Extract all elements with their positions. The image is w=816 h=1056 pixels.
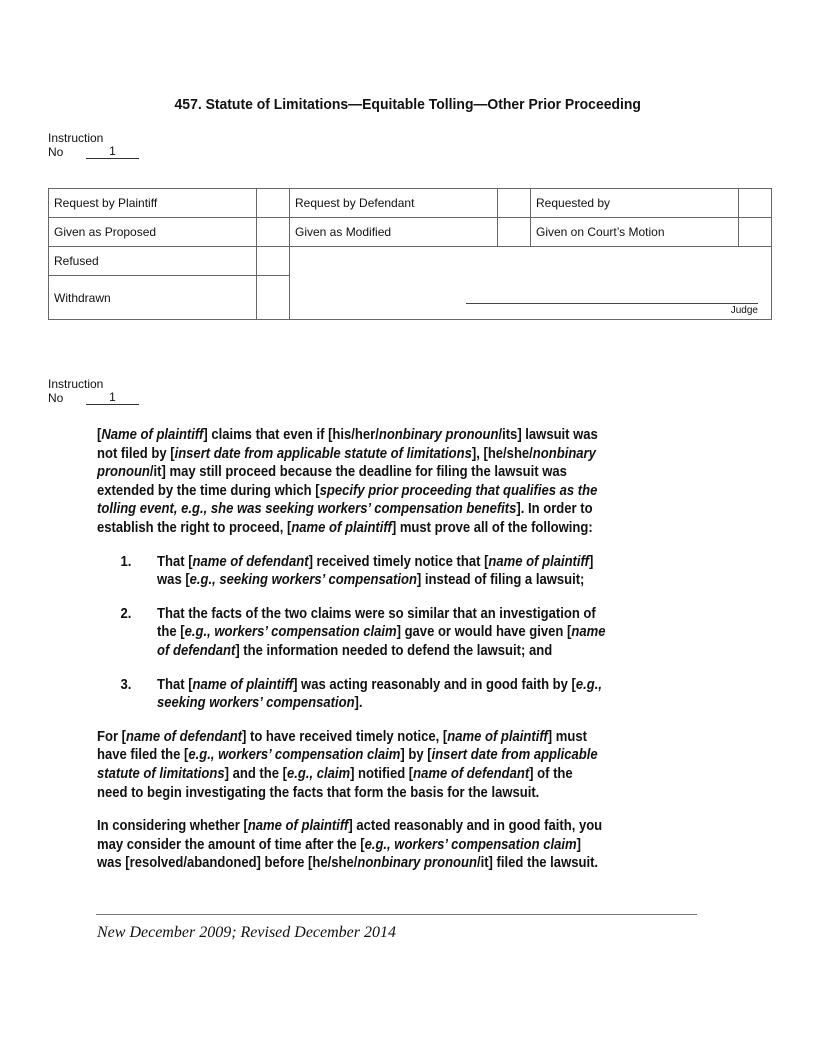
- good-faith-paragraph: [97, 817, 605, 873]
- text-segment: ] to have received timely notice, [: [242, 727, 448, 745]
- text-segment: [: [97, 426, 102, 443]
- list-item: [97, 553, 605, 590]
- given-on-courts-motion-label: Given on Court’s Motion: [531, 218, 739, 247]
- placeholder-text: name of plaintiff: [447, 727, 548, 745]
- intro-paragraph: [97, 426, 605, 538]
- text-segment: have filed the [: [97, 746, 189, 764]
- list-number: 2.: [120, 604, 132, 622]
- instruction-body: [97, 426, 605, 888]
- placeholder-text: name of defendant: [192, 552, 309, 570]
- placeholder-text: name of defendant: [125, 727, 243, 745]
- list-item: [97, 605, 605, 661]
- elements-list: [97, 553, 605, 713]
- text-line: [97, 746, 605, 765]
- given-as-proposed-checkbox[interactable]: [257, 218, 290, 247]
- text-line: [97, 854, 605, 873]
- text-segment: was [resolved/abandoned] before [he/she/: [97, 854, 358, 872]
- given-as-modified-label: Given as Modified: [290, 218, 498, 247]
- text-segment: ] must prove all of the following:: [391, 518, 593, 536]
- given-on-courts-motion-checkbox[interactable]: [739, 218, 772, 247]
- no-label: No: [48, 145, 64, 159]
- placeholder-text: name of plaintiff: [488, 552, 589, 570]
- requested-by-checkbox[interactable]: [739, 189, 772, 218]
- judge-signature-line[interactable]: [466, 303, 758, 304]
- instruction-number: 1: [86, 145, 139, 159]
- text-segment: That [: [157, 675, 193, 693]
- placeholder-text: name: [571, 623, 606, 641]
- text-segment: ] by [: [400, 746, 432, 764]
- text-segment: extended by the time during which [: [97, 481, 320, 499]
- revision-note: New December 2009; Revised December 2014: [97, 924, 397, 941]
- placeholder-text: nonbinary pronoun: [378, 426, 499, 443]
- no-label: No: [48, 391, 64, 405]
- list-item-text: [157, 676, 605, 713]
- text-segment: ].: [354, 694, 363, 712]
- text-segment: ], [he/she/: [471, 444, 533, 462]
- list-item: [97, 676, 605, 713]
- text-segment: ] was acting reasonably and in good faith by [: [293, 675, 576, 693]
- text-line: [97, 463, 605, 482]
- text-line: [97, 784, 605, 803]
- footer-divider: [96, 914, 697, 915]
- list-number: 3.: [120, 675, 132, 693]
- text-segment: ] notified [: [350, 764, 414, 782]
- text-line: [157, 623, 605, 642]
- text-segment: ]. In order to: [516, 500, 593, 518]
- text-segment: was [: [157, 571, 190, 589]
- text-line: [97, 765, 605, 784]
- placeholder-text: statute of limitations: [97, 764, 225, 782]
- given-as-proposed-label: Given as Proposed: [49, 218, 257, 247]
- judge-signature-area: [290, 247, 772, 320]
- text-segment: ] claims that even if [his/her/: [203, 426, 379, 443]
- instruction-label: Instruction: [48, 131, 104, 145]
- text-line: [157, 694, 605, 713]
- text-line: [97, 426, 605, 445]
- list-number: 1.: [120, 552, 132, 570]
- placeholder-text: name of plaintiff: [192, 675, 294, 693]
- list-item-text: [157, 553, 605, 590]
- text-segment: ] instead of filing a lawsuit;: [416, 571, 585, 589]
- withdrawn-label: Withdrawn: [49, 276, 257, 320]
- request-by-defendant-label: Request by Defendant: [290, 189, 498, 218]
- text-line: [97, 817, 605, 836]
- text-line: [157, 676, 605, 695]
- text-line: [97, 500, 605, 519]
- text-segment: That the facts of the two claims were so similar that an investigation of: [157, 604, 596, 622]
- text-line: [97, 836, 605, 855]
- text-line: [97, 482, 605, 501]
- placeholder-text: name of plaintiff: [247, 817, 349, 835]
- text-segment: For [: [97, 727, 126, 745]
- text-segment: establish the right to proceed, [: [97, 518, 292, 536]
- text-line: [157, 642, 605, 661]
- placeholder-text: insert date from applicable: [431, 746, 598, 764]
- placeholder-text: tolling event, e.g., she was seeking workers’ compensation benefits: [97, 500, 517, 518]
- text-segment: the [: [157, 623, 185, 641]
- text-segment: ]: [576, 835, 581, 853]
- given-as-modified-checkbox[interactable]: [498, 218, 531, 247]
- instruction-number-block: [48, 131, 116, 159]
- withdrawn-checkbox[interactable]: [257, 276, 290, 320]
- instruction-number-block: [48, 377, 116, 405]
- text-segment: In considering whether [: [97, 817, 248, 835]
- instruction-disposition-table: [48, 188, 772, 320]
- refused-label: Refused: [49, 247, 257, 276]
- placeholder-text: e.g., workers’ compensation claim: [184, 623, 397, 641]
- placeholder-text: e.g., workers’ compensation claim: [364, 835, 577, 853]
- placeholder-text: name of plaintiff: [291, 518, 392, 536]
- text-line: [97, 445, 605, 464]
- placeholder-text: name of defendant: [413, 764, 530, 782]
- text-segment: /it] filed the lawsuit.: [476, 854, 599, 872]
- text-line: [157, 605, 605, 624]
- placeholder-text: nonbinary: [532, 444, 596, 462]
- text-segment: may consider the amount of time after the [: [97, 835, 365, 853]
- text-segment: ] the information needed to defend the lawsuit; and: [235, 641, 553, 659]
- text-segment: ] acted reasonably and in good faith, you: [348, 817, 603, 835]
- placeholder-text: e.g.,: [575, 675, 602, 693]
- instruction-number: 1: [86, 391, 139, 405]
- text-line: [97, 728, 605, 747]
- notice-paragraph: [97, 728, 605, 802]
- text-segment: not filed by [: [97, 444, 175, 462]
- text-line: [97, 519, 605, 538]
- placeholder-text: Name of plaintiff: [101, 426, 204, 443]
- text-segment: /its] lawsuit was: [498, 426, 598, 443]
- text-segment: ] and the [: [224, 764, 287, 782]
- text-segment: ] must: [547, 727, 587, 745]
- text-line: [157, 553, 605, 572]
- text-segment: ] received timely notice that [: [308, 552, 489, 570]
- text-segment: ] gave or would have given [: [396, 623, 572, 641]
- text-line: [157, 571, 605, 590]
- list-item-text: [157, 605, 605, 661]
- placeholder-text: specify prior proceeding that qualifies as the: [319, 481, 598, 499]
- placeholder-text: pronoun: [97, 463, 150, 481]
- placeholder-text: seeking workers’ compensation: [157, 694, 355, 712]
- refused-checkbox[interactable]: [257, 247, 290, 276]
- text-segment: That [: [157, 552, 193, 570]
- page-title: 457. Statute of Limitations—Equitable Tolling—Other Prior Proceeding: [174, 96, 642, 113]
- judge-label: Judge: [730, 305, 758, 316]
- text-segment: ] of the: [529, 764, 573, 782]
- text-segment: ]: [588, 552, 594, 570]
- placeholder-text: e.g., seeking workers’ compensation: [189, 571, 417, 589]
- request-by-plaintiff-checkbox[interactable]: [257, 189, 290, 218]
- text-segment: /it] may still proceed because the deadline for filing the lawsuit was: [149, 463, 567, 481]
- placeholder-text: e.g., claim: [286, 764, 351, 782]
- placeholder-text: insert date from applicable statute of limitations: [174, 444, 472, 462]
- placeholder-text: nonbinary pronoun: [357, 854, 477, 872]
- request-by-defendant-checkbox[interactable]: [498, 189, 531, 218]
- requested-by-label: Requested by: [531, 189, 739, 218]
- text-segment: need to begin investigating the facts that form the basis for the lawsuit.: [97, 783, 540, 801]
- request-by-plaintiff-label: Request by Plaintiff: [49, 189, 257, 218]
- placeholder-text: of defendant: [157, 641, 236, 659]
- instruction-label: Instruction: [48, 377, 104, 391]
- placeholder-text: e.g., workers’ compensation claim: [188, 746, 401, 764]
